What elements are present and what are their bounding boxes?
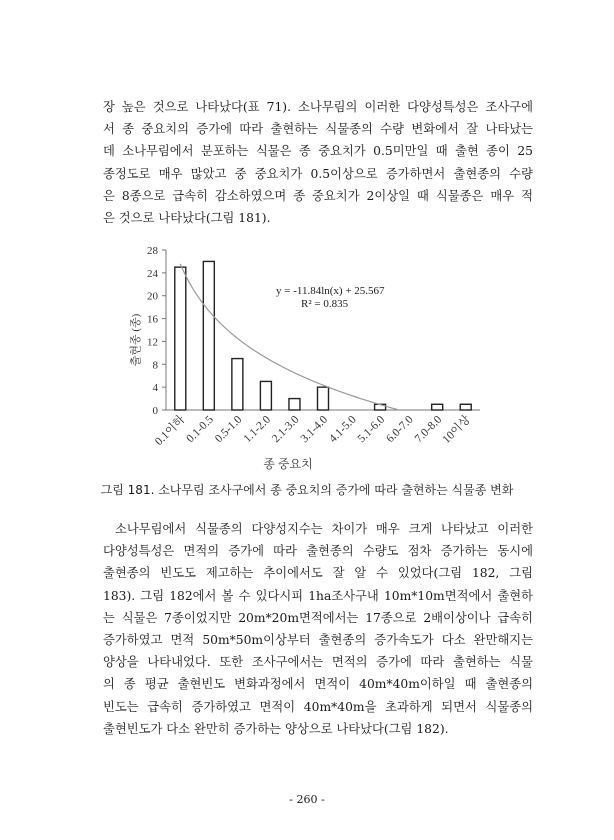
paragraph-line: 장 높은 것으로 나타났다(표 71). 소나무림의 이러한 다양성특성은 조사구에 bbox=[103, 100, 533, 114]
paragraph-line: 출현빈도가 다소 완만히 증가하는 양상으로 나타났다(그림 182). bbox=[103, 721, 449, 736]
y-axis-label: 출현종 (종) bbox=[130, 313, 142, 367]
x-axis-ticks bbox=[152, 412, 474, 448]
x-tick-label: 0.1-0.5 bbox=[184, 413, 216, 446]
y-tick-label: 4 bbox=[152, 382, 158, 395]
y-axis-ticks bbox=[147, 245, 166, 417]
x-tick-label: 3.1-4.0 bbox=[298, 413, 331, 446]
x-tick-label: 0.5-1.0 bbox=[212, 413, 245, 446]
y-tick-label: 20 bbox=[147, 290, 158, 303]
x-tick-label: 2.1-3.0 bbox=[270, 413, 302, 446]
x-tick-label: 1.1-2.0 bbox=[241, 413, 274, 446]
x-tick-label: 5.1-6.0 bbox=[355, 413, 388, 446]
trendline-r2: R² = 0.835 bbox=[301, 298, 349, 310]
bar bbox=[232, 359, 243, 410]
x-tick-label: 4.1-5.0 bbox=[327, 413, 359, 446]
paragraph-line: 소나무림에서 식물종의 다양성지수는 차이가 매우 크게 나타났고 이러한 bbox=[115, 522, 533, 536]
paragraph-line: 다양성특성은 면적의 증가에 따라 출현종의 수량도 점차 증가하는 동시에 bbox=[103, 544, 533, 559]
y-tick-label: 8 bbox=[152, 359, 158, 372]
paragraph-line: 데 소나무림에서 분포하는 식물은 종 중요치가 0.5미만일 때 출현 종이 25 bbox=[103, 144, 533, 159]
bar bbox=[175, 267, 186, 410]
bar bbox=[260, 381, 271, 410]
x-tick-label: 7.0-8.0 bbox=[412, 413, 445, 446]
y-tick-label: 12 bbox=[147, 336, 158, 349]
x-tick-label: 6.0-7.0 bbox=[384, 413, 416, 446]
paragraph-line: 의 종 평균 출현빈도 변화과정에서 면적이 40m*40m이하일 때 출현종의 bbox=[103, 677, 533, 692]
trendline-equation: y = -11.84ln(x) + 25.567 bbox=[276, 285, 385, 297]
bar bbox=[289, 399, 300, 410]
paragraph-line: 183). 그림 182에서 볼 수 있다시피 1ha조사구내 10m*10m면적에서 출현하 bbox=[103, 588, 533, 603]
y-tick-label: 16 bbox=[147, 313, 158, 326]
x-tick-label: 0.1이하 bbox=[153, 413, 188, 448]
y-tick-label: 28 bbox=[147, 245, 158, 257]
bar bbox=[318, 387, 329, 410]
bar-chart bbox=[118, 236, 498, 472]
x-tick-label: 10이상 bbox=[440, 413, 473, 446]
body-paragraph-1 bbox=[103, 96, 533, 229]
paragraph-line: 는 식물은 7종이었지만 20m*20m면적에서는 17종으로 2배이상이나 급속히 bbox=[103, 610, 533, 625]
paragraph-line: 양상을 나타내었다. 또한 조사구에서는 면적의 증가에 따라 출현하는 식물 bbox=[103, 655, 533, 670]
body-paragraph-2 bbox=[103, 518, 533, 740]
x-axis-label: 종 중요치 bbox=[263, 457, 313, 471]
paragraph-line: 은 것으로 나타났다(그림 181). bbox=[103, 211, 271, 226]
y-tick-label: 24 bbox=[147, 267, 158, 280]
bar bbox=[432, 404, 443, 410]
paragraph-line: 은 8종으로 급속히 감소하였으며 종 중요치가 2이상일 때 식물종은 매우 적 bbox=[103, 188, 533, 203]
bar bbox=[460, 404, 471, 410]
paragraph-line: 출현종의 빈도도 제고하는 추이에서도 잘 알 수 있었다(그림 182, 그림 bbox=[103, 566, 533, 581]
bar bbox=[203, 261, 214, 410]
paragraph-line: 증가하였고 면적 50m*50m이상부터 출현종의 증가속도가 다소 완만해지는 bbox=[103, 633, 533, 648]
paragraph-line: 빈도는 급속히 증가하였고 면적이 40m*40m을 초과하게 되면서 식물종의 bbox=[103, 699, 533, 714]
bar-series bbox=[175, 261, 471, 410]
paragraph-line: 서 종 중요치의 증가에 따라 출현하는 식물종의 수량 변화에서 잘 나타났는 bbox=[103, 122, 533, 137]
y-tick-label: 0 bbox=[152, 405, 158, 417]
page-number: - 260 - bbox=[289, 793, 325, 806]
figure-caption: 그림 181. 소나무림 조사구에서 종 중요치의 증가에 따라 출현하는 식물종 변화 bbox=[100, 483, 514, 497]
paragraph-line: 종정도로 매우 많았고 중 중요치가 0.5이상으로 증가하면서 출현종의 수량 bbox=[103, 166, 533, 181]
